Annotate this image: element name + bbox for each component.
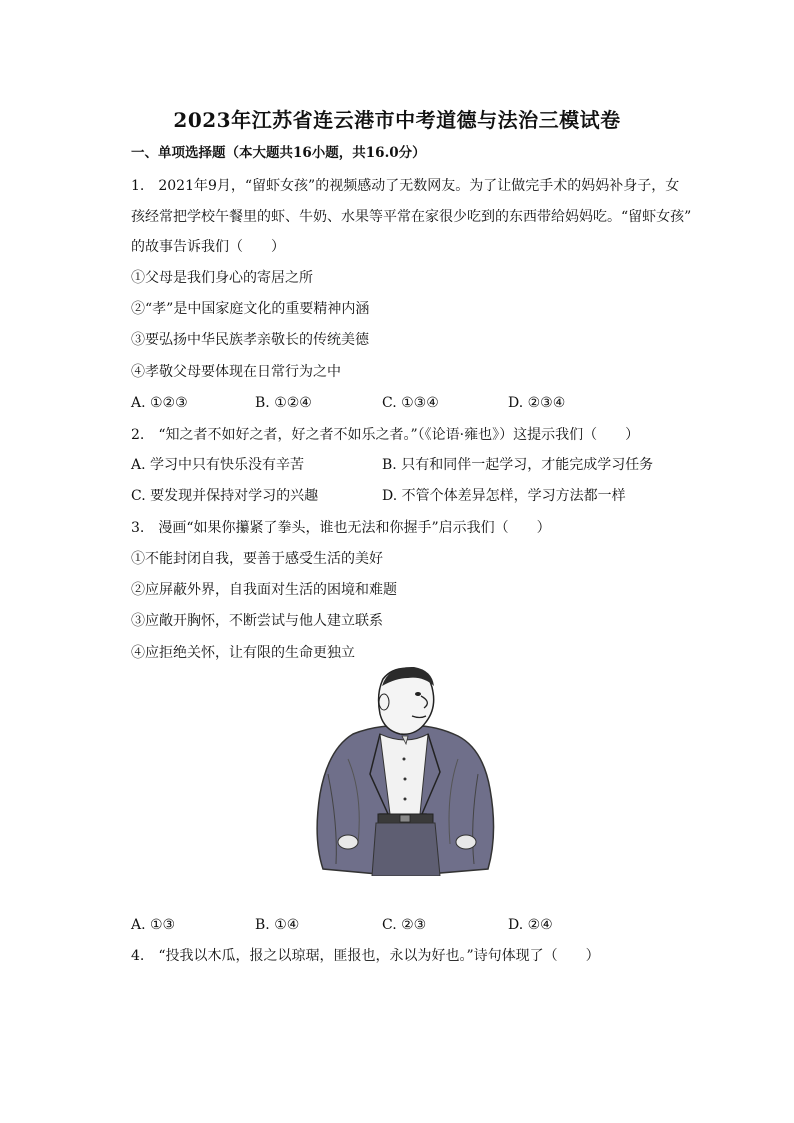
q3-item-1: ①不能封闭自我，要善于感受生活的美好	[131, 551, 383, 567]
q1-option-d: D. ②③④	[508, 395, 566, 411]
q1-option-c: C. ①③④	[382, 395, 439, 411]
page-title: 2023年江苏省连云港市中考道德与法治三模试卷	[173, 108, 621, 132]
q1-item-2: ②“孝”是中国家庭文化的重要精神内涵	[131, 301, 370, 317]
cartoon-illustration	[308, 664, 498, 876]
q1-option-a: A. ①②③	[131, 395, 188, 411]
q1-stem-line1: 1. 2021年9月，“留虾女孩”的视频感动了无数网友。为了让做完手术的妈妈补身子，女	[131, 178, 680, 194]
q2-option-c: C. 要发现并保持对学习的兴趣	[131, 488, 319, 504]
q3-item-3: ③应敞开胸怀，不断尝试与他人建立联系	[131, 613, 383, 629]
q2-option-d: D. 不管个体差异怎样，学习方法都一样	[382, 488, 626, 504]
q1-item-3: ③要弘扬中华民族孝亲敬长的传统美德	[131, 332, 369, 348]
q3-option-c: C. ②③	[382, 917, 427, 933]
trousers	[372, 823, 440, 876]
q3-stem: 3. 漫画“如果你攥紧了拳头，谁也无法和你握手”启示我们（ ）	[131, 520, 551, 536]
q3-option-a: A. ①③	[131, 917, 176, 933]
q2-option-a: A. 学习中只有快乐没有辛苦	[131, 457, 305, 473]
section-heading: 一、单项选择题（本大题共16小题，共16.0分）	[131, 145, 426, 161]
q1-item-4: ④孝敬父母要体现在日常行为之中	[131, 364, 341, 380]
q4-stem: 4. “投我以木瓜，报之以琼琚，匪报也，永以为好也。”诗句体现了（ ）	[131, 948, 600, 964]
q3-item-4: ④应拒绝关怀，让有限的生命更独立	[131, 645, 355, 661]
q1-stem-line3: 的故事告诉我们（ ）	[131, 239, 285, 255]
q1-stem-line2: 孩经常把学校午餐里的虾、牛奶、水果等平常在家很少吃到的东西带给妈妈吃。“留虾女孩”	[131, 209, 692, 225]
q3-option-d: D. ②④	[508, 917, 553, 933]
q2-stem: 2. “知之者不如好之者，好之者不如乐之者。”（《论语·雍也》）这提示我们（ ）	[131, 427, 640, 443]
q1-item-1: ①父母是我们身心的寄居之所	[131, 270, 313, 286]
q1-option-b: B. ①②④	[255, 395, 312, 411]
q2-option-b: B. 只有和同伴一起学习，才能完成学习任务	[382, 457, 654, 473]
q3-option-b: B. ①④	[255, 917, 300, 933]
q3-item-2: ②应屏蔽外界，自我面对生活的困境和难题	[131, 582, 397, 598]
